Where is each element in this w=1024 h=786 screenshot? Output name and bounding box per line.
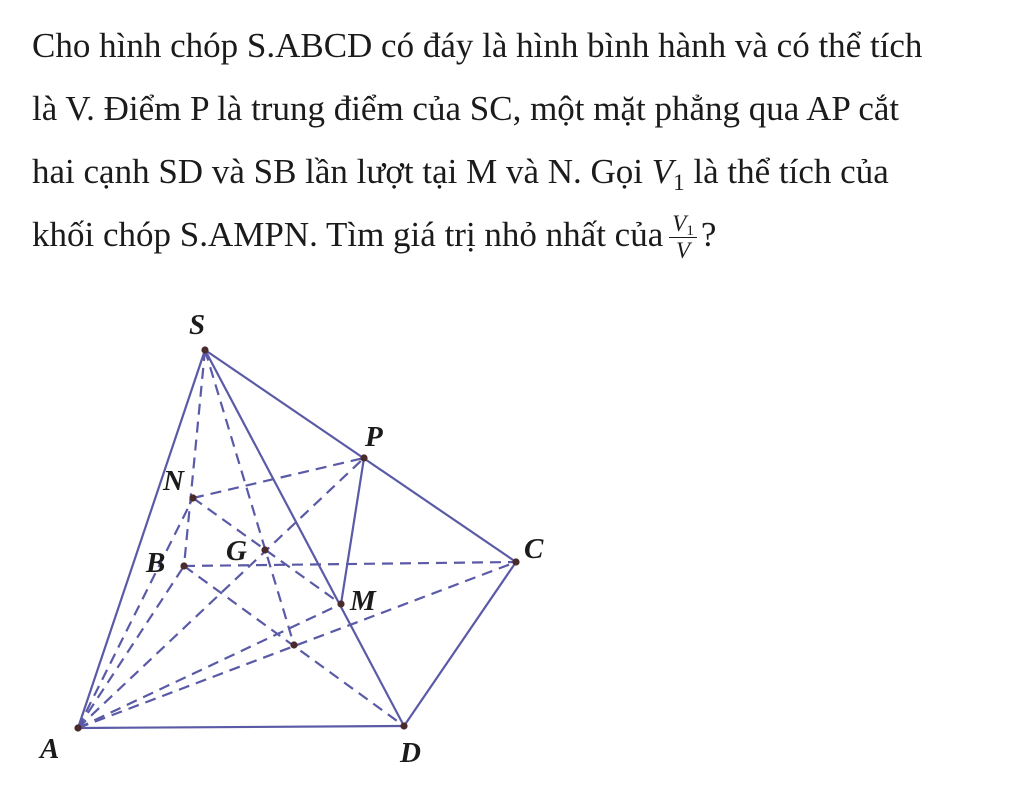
line3-text-before: hai cạnh SD và SB lần lượt tại M và N. Gọi [32,152,644,191]
problem-line-1: Cho hình chóp S.ABCD có đáy là hình bình hành và có thể tích [32,26,923,65]
line3-text-after: là thể tích của [693,152,889,191]
label-C: C [524,533,544,565]
label-B: B [146,547,166,579]
edge-PM [341,458,364,604]
hidden-line-AN [78,498,193,728]
edge-DC [404,562,516,726]
label-N: N [163,465,184,497]
label-A: A [40,733,60,765]
point-G [261,546,268,553]
v1-symbol: V [651,152,674,191]
label-M: M [350,585,376,617]
problem-line-2: là V. Điểm P là trung điểm của SC, một mặt phẳng qua AP cắt [32,89,900,128]
fraction-numerator-symbol: V [672,211,687,237]
label-P: P [365,421,383,453]
label-D: D [400,737,421,769]
question-mark: ? [700,215,717,254]
point-O [290,641,297,648]
label-G: G [226,535,247,567]
v1-subscript: 1 [673,170,685,195]
point-M [337,600,344,607]
point-D [400,722,407,729]
edge-SC [205,350,516,562]
point-B [180,562,187,569]
hidden-line-NP [193,458,364,498]
point-A [74,724,81,731]
point-C [512,558,519,565]
point-P [360,454,367,461]
line4-text-before: khối chóp S.AMPN. Tìm giá trị nhỏ nhất của [32,215,664,254]
hidden-line-SO [205,350,294,645]
point-N [189,494,196,501]
fraction-numerator-subscript: 1 [686,223,694,240]
label-S: S [189,309,206,341]
edge-AD [78,726,404,728]
fraction-denominator: V [676,238,691,264]
point-S [201,346,208,353]
